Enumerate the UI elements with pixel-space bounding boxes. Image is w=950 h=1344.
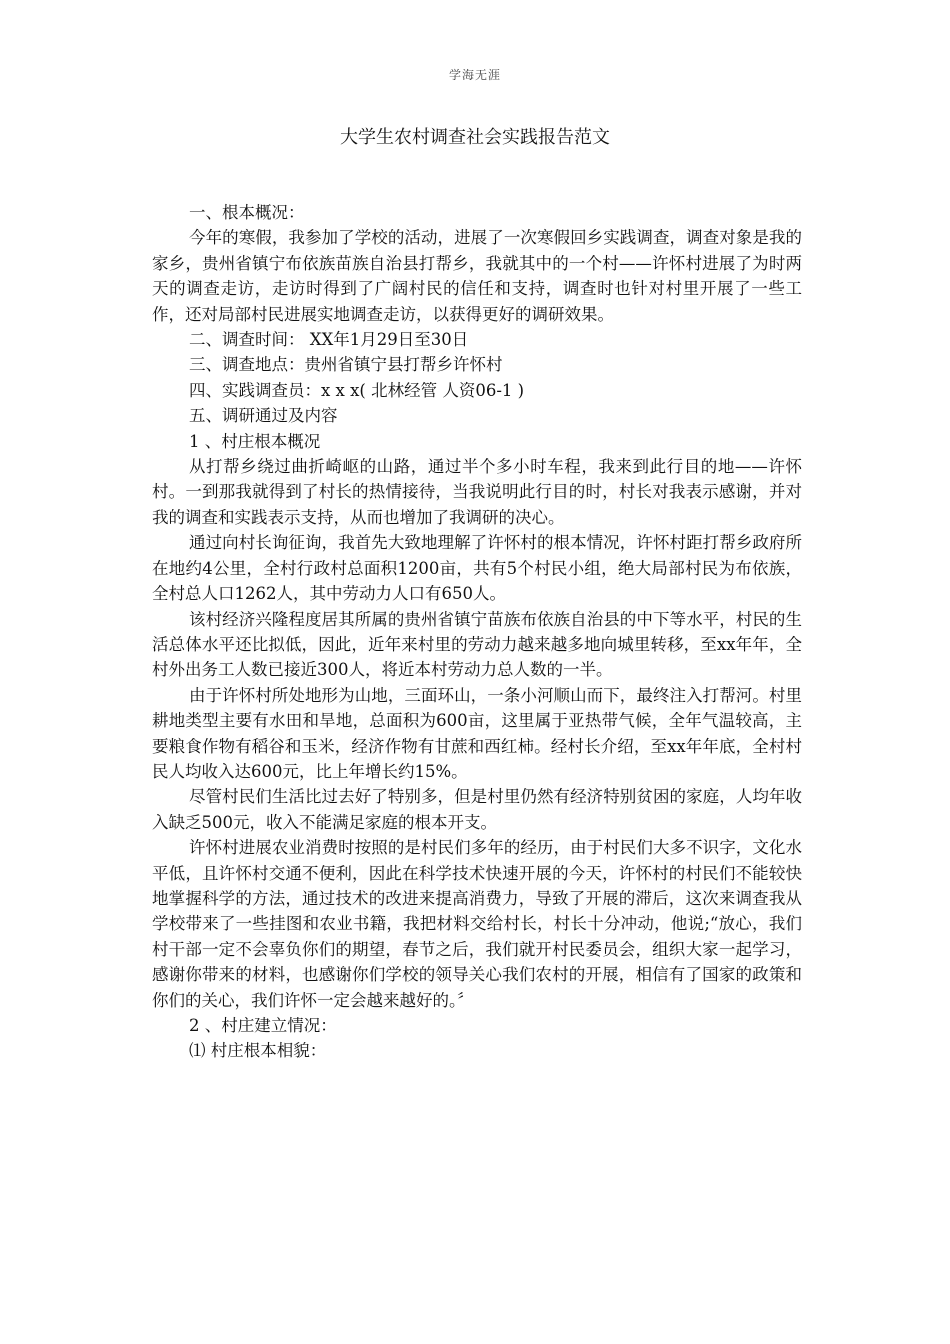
paragraph: 由于许怀村所处地形为山地，三面环山，一条小河顺山而下，最终注入打帮河。村里耕地类型主要有水田和旱地，总面积为600亩，这里属于亚热带气候，全年气温较高，主要粮食作物有稻谷和玉米，经济作物有甘蔗和西红柿。经村长介绍，至xx年年底，全村村民人均收入达600元，比上年增长约15%。 (152, 685, 802, 781)
paragraph: 通过向村长询征询，我首先大致地理解了许怀村的根本情况，许怀村距打帮乡政府所在地约4公里，全村行政村总面积1200亩，共有5个村民小组，绝大局部村民为布依族，全村总人口1262人，其中劳动力人口有650人。 (152, 533, 802, 604)
paragraph: 尽管村民们生活比过去好了特别多，但是村里仍然有经济特别贫困的家庭，人均年收入缺乏500元，收入不能满足家庭的根本开支。 (152, 787, 802, 832)
paragraph: 许怀村进展农业消费时按照的是村民们多年的经历，由于村民们大多不识字，文化水平低，且许怀村交通不便利，因此在科学技术快速开展的今天，许怀村的村民们不能较快地掌握科学的方法，通过技术的改进来提高消费力，导致了开展的滞后，这次来调查我从学校带来了一些挂图和农业书籍，我把材料交给村长，村长十分冲动，他说;“放心，我们村干部一定不会辜负你们的期望，春节之后，我们就开村民委员会，组织大家一起学习，感谢你带来的材料，也感谢你们学校的领导关心我们农村的开展，相信有了国家的政策和你们的关心，我们许怀一定会越来越好的。〞 (152, 838, 802, 1010)
paragraph: 今年的寒假，我参加了学校的活动，进展了一次寒假回乡实践调查，调查对象是我的家乡，贵州省镇宁布依族苗族自治县打帮乡，我就其中的一个村——许怀村进展了为时两天的调查走访，走访时得到了广阔村民的信任和支持，调查时也针对村里开展了一些工作，还对局部村民进展实地调查走访，以获得更好的调研效果。 (152, 228, 802, 324)
subsection-heading-village-construction: 2 、村庄建立情况： (189, 1016, 337, 1035)
paragraph: 该村经济兴隆程度居其所属的贵州省镇宁苗族布依族自治县的中下等水平，村民的生活总体水平还比拟低，因此，近年来村里的劳动力越来越多地向城里转移，至xx年年，全村外出务工人数已接近300人，将近本村劳动力总人数的一半。 (152, 609, 802, 680)
document-body (152, 200, 802, 1064)
subsection-heading-village-appearance: ⑴ 村庄根本相貌： (189, 1041, 327, 1061)
section-heading-location: 三、调查地点：贵州省镇宁县打帮乡许怀村 (189, 355, 503, 375)
section-heading-overview: 一、根本概况： (189, 203, 305, 222)
page-header: 学海无涯 (448, 68, 501, 82)
section-heading-investigator: 四、实践调查员：x x x( 北林经管 人资06-1 ) (189, 380, 525, 400)
section-heading-time: 二、调查时间： XX年1月29日至30日 (189, 330, 469, 350)
subsection-heading-village-overview: 1 、村庄根本概况 (189, 431, 321, 451)
paragraph: 从打帮乡绕过曲折崎岖的山路，通过半个多小时车程，我来到此行目的地——许怀村。一到那我就得到了村长的热情接待，当我说明此行目的时，村长对我表示感谢，并对我的调查和实践表示支持，从而也增加了我调研的决心。 (152, 457, 802, 527)
document-title: 大学生农村调查社会实践报告范文 (340, 127, 610, 148)
section-heading-content: 五、调研通过及内容 (189, 406, 338, 426)
